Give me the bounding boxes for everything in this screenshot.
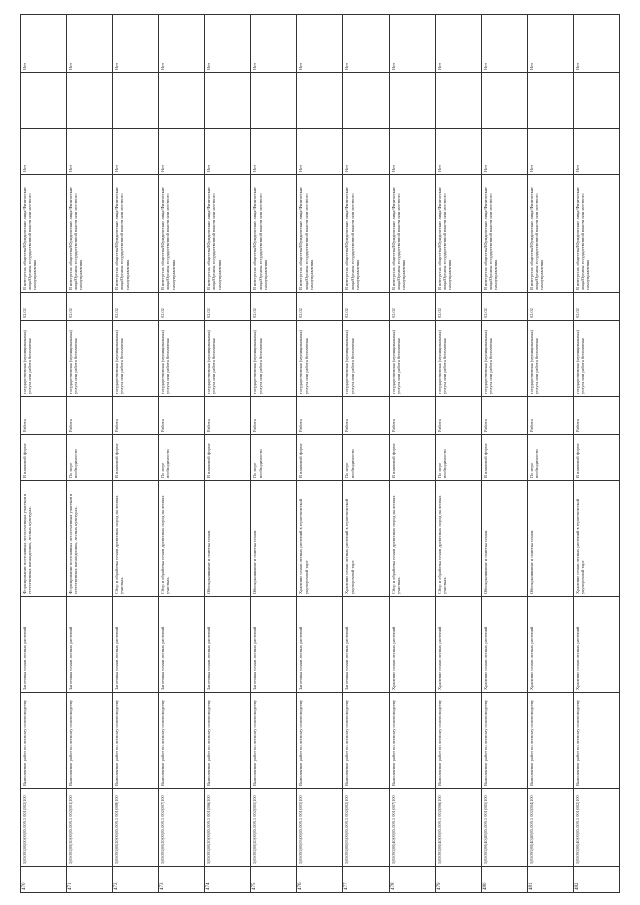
consumer-category-cell: В интересах общества/Юридические лица/Физические лица/Органы государственной власти или местного самоуправления — [527, 175, 573, 293]
license-required-cell: Нет — [159, 129, 205, 175]
work-type-cell: Работа — [113, 397, 159, 435]
delivery-form-cell: По мере необходимости — [343, 435, 389, 481]
flag-field-cell: Нет — [435, 15, 481, 73]
registry-code-cell: 5|05091|00|40|40|05.009.1 002|004|100 — [527, 789, 573, 867]
delivery-form-cell: По мере необходимости — [159, 435, 205, 481]
okved-ref-cell: 02.02 — [21, 293, 67, 321]
license-required-cell: Нет — [113, 129, 159, 175]
delivery-form-cell: В плановой форме — [113, 435, 159, 481]
appeal-field-cell — [21, 73, 67, 129]
okved-ref-cell: 02.02 — [297, 293, 343, 321]
work-category-cell: Заготовка семян лесных растений — [67, 597, 113, 693]
okved-ref-cell: 02.02 — [67, 293, 113, 321]
license-required-cell: Нет — [343, 129, 389, 175]
delivery-form-cell: В плановой форме — [389, 435, 435, 481]
appeal-field-cell — [113, 73, 159, 129]
payment-kind-cell: государственная (муниципальная) услуга или работа бесплатная — [205, 321, 251, 397]
service-name-cell: Выполнение работ по лесному семеноводству — [205, 693, 251, 789]
work-type-cell: Работа — [527, 397, 573, 435]
consumer-category-cell: В интересах общества/Юридические лица/Физические лица/Органы государственной власти или местного самоуправления — [481, 175, 527, 293]
work-content-cell: Обескрыливание и очистка семян. — [205, 481, 251, 597]
registry-code-cell: 5|05091|00|40|00|05.009.1 001|007|100 — [389, 789, 435, 867]
license-required-cell: Нет — [297, 129, 343, 175]
row-number-cell: 471 — [67, 867, 113, 893]
table-body — [21, 15, 620, 893]
work-content-cell: Обескрыливание и очистка семян. — [527, 481, 573, 597]
flag-field-cell: Нет — [21, 15, 67, 73]
okved-ref-cell: 02.02 — [481, 293, 527, 321]
license-required-cell: Нет — [573, 129, 619, 175]
registry-code-cell: 5|05091|00|20|00|05.009.1 002|007|100 — [159, 789, 205, 867]
work-category-cell: Заготовка семян лесных растений — [297, 597, 343, 693]
service-name-cell: Выполнение работ по лесному семеноводству — [251, 693, 297, 789]
work-category-cell: Заготовка семян лесных растений — [205, 597, 251, 693]
registry-code-cell: 5|05091|00|40|40|05.009.1 001|005|100 — [481, 789, 527, 867]
work-type-cell: Работа — [159, 397, 205, 435]
delivery-form-cell: По мере необходимости — [435, 435, 481, 481]
table-row — [251, 15, 297, 893]
appeal-field-cell — [297, 73, 343, 129]
row-number-cell: 476 — [297, 867, 343, 893]
service-name-cell: Выполнение работ по лесному семеноводству — [435, 693, 481, 789]
delivery-form-cell: По мере необходимости — [67, 435, 113, 481]
consumer-category-cell: В интересах общества/Юридические лица/Физические лица/Органы государственной власти или местного самоуправления — [205, 175, 251, 293]
work-content-cell: Хранение семян лесных растений в герметической укупорочной таре — [297, 481, 343, 597]
row-number-cell: 474 — [205, 867, 251, 893]
table-row — [527, 15, 573, 893]
work-type-cell: Работа — [205, 397, 251, 435]
okved-ref-cell: 02.02 — [205, 293, 251, 321]
table-row — [435, 15, 481, 893]
service-name-cell: Выполнение работ по лесному семеноводству — [67, 693, 113, 789]
license-required-cell: Нет — [435, 129, 481, 175]
payment-kind-cell: государственная (муниципальная) услуга или работа бесплатная — [435, 321, 481, 397]
license-required-cell: Нет — [21, 129, 67, 175]
work-type-cell: Работа — [67, 397, 113, 435]
okved-ref-cell: 02.02 — [159, 293, 205, 321]
service-name-cell: Выполнение работ по лесному семеноводству — [21, 693, 67, 789]
payment-kind-cell: государственная (муниципальная) услуга или работа бесплатная — [251, 321, 297, 397]
payment-kind-cell: государственная (муниципальная) услуга или работа бесплатная — [67, 321, 113, 397]
delivery-form-cell: По мере необходимости — [527, 435, 573, 481]
table-row — [573, 15, 619, 893]
registry-code-cell: 5|05091|00|20|00|05.009.1 002|005|100 — [251, 789, 297, 867]
row-number-cell: 473 — [159, 867, 205, 893]
flag-field-cell: Нет — [573, 15, 619, 73]
table-row — [113, 15, 159, 893]
work-content-cell: Сбор и обработка семян древесных пород на лесных участках. — [435, 481, 481, 597]
appeal-field-cell — [251, 73, 297, 129]
delivery-form-cell: В плановой форме — [21, 435, 67, 481]
work-type-cell: Работа — [21, 397, 67, 435]
payment-kind-cell: государственная (муниципальная) услуга или работа бесплатная — [159, 321, 205, 397]
registry-code-cell: 5|05091|00|30|00|05.009.1 002|001|100 — [67, 789, 113, 867]
consumer-category-cell: В интересах общества/Юридические лица/Физические лица/Органы государственной власти или местного самоуправления — [389, 175, 435, 293]
table-row — [297, 15, 343, 893]
work-category-cell: Заготовка семян лесных растений — [113, 597, 159, 693]
rotated-table-wrapper — [20, 15, 620, 893]
row-number-cell: 479 — [435, 867, 481, 893]
payment-kind-cell: государственная (муниципальная) услуга или работа бесплатная — [481, 321, 527, 397]
flag-field-cell: Нет — [67, 15, 113, 73]
flag-field-cell: Нет — [251, 15, 297, 73]
work-type-cell: Работа — [251, 397, 297, 435]
payment-kind-cell: государственная (муниципальная) услуга или работа бесплатная — [389, 321, 435, 397]
appeal-field-cell — [527, 73, 573, 129]
row-number-cell: 472 — [113, 867, 159, 893]
work-category-cell: Заготовка семян лесных растений — [343, 597, 389, 693]
service-name-cell: Выполнение работ по лесному семеноводству — [527, 693, 573, 789]
table-row — [159, 15, 205, 893]
registry-code-cell: 5|05091|00|40|00|05.009.1 001|002|100 — [573, 789, 619, 867]
flag-field-cell: Нет — [481, 15, 527, 73]
delivery-form-cell: В плановой форме — [205, 435, 251, 481]
okved-ref-cell: 02.02 — [343, 293, 389, 321]
appeal-field-cell — [389, 73, 435, 129]
delivery-form-cell: В плановой форме — [573, 435, 619, 481]
registry-code-cell: 5|05091|00|20|00|05.009.1 001|008|100 — [113, 789, 159, 867]
consumer-category-cell: В интересах общества/Юридические лица/Физические лица/Органы государственной власти или местного самоуправления — [113, 175, 159, 293]
table-row — [21, 15, 67, 893]
work-category-cell: Хранение семян лесных растений — [527, 597, 573, 693]
work-type-cell: Работа — [297, 397, 343, 435]
service-name-cell: Выполнение работ по лесному семеноводству — [343, 693, 389, 789]
registry-code-cell: 5|05091|00|00|00|05.009.1 001|002|100 — [21, 789, 67, 867]
table-row — [389, 15, 435, 893]
consumer-category-cell: В интересах общества/Юридические лица/Физические лица/Органы государственной власти или местного самоуправления — [297, 175, 343, 293]
work-type-cell: Работа — [481, 397, 527, 435]
service-name-cell: Выполнение работ по лесному семеноводству — [159, 693, 205, 789]
consumer-category-cell: В интересах общества/Юридические лица/Физические лица/Органы государственной власти или местного самоуправления — [435, 175, 481, 293]
work-content-cell: Формирование постоянных лесосеменных участков в естественных насаждениях, лесных культурах. — [21, 481, 67, 597]
flag-field-cell: Нет — [205, 15, 251, 73]
consumer-category-cell: В интересах общества/Юридические лица/Физические лица/Органы государственной власти или местного самоуправления — [159, 175, 205, 293]
registry-code-cell: 5|05091|00|05|00|05.009.1 002|002|100 — [343, 789, 389, 867]
row-number-cell: 480 — [481, 867, 527, 893]
payment-kind-cell: государственная (муниципальная) услуга или работа бесплатная — [297, 321, 343, 397]
appeal-field-cell — [481, 73, 527, 129]
work-category-cell: Заготовка семян лесных растений — [159, 597, 205, 693]
license-required-cell: Нет — [527, 129, 573, 175]
payment-kind-cell: государственная (муниципальная) услуга или работа бесплатная — [573, 321, 619, 397]
work-category-cell: Заготовка семян лесных растений — [251, 597, 297, 693]
work-content-cell: Хранение семян лесных растений в герметической укупорочной таре — [573, 481, 619, 597]
work-category-cell: Хранение семян лесных растений — [435, 597, 481, 693]
row-number-cell: 470 — [21, 867, 67, 893]
license-required-cell: Нет — [251, 129, 297, 175]
table-row — [205, 15, 251, 893]
flag-field-cell: Нет — [113, 15, 159, 73]
delivery-form-cell: В плановой форме — [297, 435, 343, 481]
flag-field-cell: Нет — [297, 15, 343, 73]
appeal-field-cell — [343, 73, 389, 129]
license-required-cell: Нет — [481, 129, 527, 175]
work-content-cell: Обескрыливание и очистка семян. — [481, 481, 527, 597]
service-name-cell: Выполнение работ по лесному семеноводству — [389, 693, 435, 789]
payment-kind-cell: государственная (муниципальная) услуга или работа бесплатная — [343, 321, 389, 397]
work-category-cell: Хранение семян лесных растений — [389, 597, 435, 693]
work-category-cell: Хранение семян лесных растений — [481, 597, 527, 693]
okved-ref-cell: 02.02 — [113, 293, 159, 321]
table-row — [481, 15, 527, 893]
flag-field-cell: Нет — [159, 15, 205, 73]
payment-kind-cell: государственная (муниципальная) услуга или работа бесплатная — [113, 321, 159, 397]
service-name-cell: Выполнение работ по лесному семеноводству — [297, 693, 343, 789]
work-content-cell: Формирование постоянных лесосеменных участков в естественных насаждениях, лесных культурах. — [67, 481, 113, 597]
okved-ref-cell: 02.02 — [251, 293, 297, 321]
okved-ref-cell: 02.02 — [573, 293, 619, 321]
consumer-category-cell: В интересах общества/Юридические лица/Физические лица/Органы государственной власти или местного самоуправления — [21, 175, 67, 293]
payment-kind-cell: государственная (муниципальная) услуга или работа бесплатная — [527, 321, 573, 397]
row-number-cell: 475 — [251, 867, 297, 893]
appeal-field-cell — [573, 73, 619, 129]
services-register-table — [20, 14, 620, 893]
work-type-cell: Работа — [389, 397, 435, 435]
table-row — [67, 15, 113, 893]
work-category-cell: Хранение семян лесных растений — [573, 597, 619, 693]
row-number-cell: 482 — [573, 867, 619, 893]
service-name-cell: Выполнение работ по лесному семеноводству — [573, 693, 619, 789]
work-content-cell: Сбор и обработка семян древесных пород на лесных участках. — [159, 481, 205, 597]
work-content-cell: Сбор и обработка семян древесных пород на лесных участках. — [113, 481, 159, 597]
work-type-cell: Работа — [573, 397, 619, 435]
delivery-form-cell: По мере необходимости — [251, 435, 297, 481]
row-number-cell: 478 — [389, 867, 435, 893]
consumer-category-cell: В интересах общества/Юридические лица/Физические лица/Органы государственной власти или местного самоуправления — [343, 175, 389, 293]
okved-ref-cell: 02.02 — [527, 293, 573, 321]
row-number-cell: 477 — [343, 867, 389, 893]
flag-field-cell: Нет — [527, 15, 573, 73]
registry-code-cell: 5|05091|00|40|00|05.009.1 002|006|100 — [435, 789, 481, 867]
service-name-cell: Выполнение работ по лесному семеноводству — [481, 693, 527, 789]
row-number-cell: 481 — [527, 867, 573, 893]
work-type-cell: Работа — [435, 397, 481, 435]
flag-field-cell: Нет — [389, 15, 435, 73]
work-type-cell: Работа — [343, 397, 389, 435]
consumer-category-cell: В интересах общества/Юридические лица/Физические лица/Органы государственной власти или местного самоуправления — [67, 175, 113, 293]
registry-code-cell: 5|05091|00|05|00|05.009.1 001|003|100 — [297, 789, 343, 867]
appeal-field-cell — [67, 73, 113, 129]
delivery-form-cell: В плановой форме — [481, 435, 527, 481]
registry-code-cell: 5|05091|00|20|00|05.009.1 001|006|100 — [205, 789, 251, 867]
work-category-cell: Заготовка семян лесных растений — [21, 597, 67, 693]
consumer-category-cell: В интересах общества/Юридические лица/Физические лица/Органы государственной власти или местного самоуправления — [573, 175, 619, 293]
work-content-cell: Обескрыливание и очистка семян. — [251, 481, 297, 597]
appeal-field-cell — [205, 73, 251, 129]
okved-ref-cell: 02.02 — [389, 293, 435, 321]
appeal-field-cell — [159, 73, 205, 129]
consumer-category-cell: В интересах общества/Юридические лица/Физические лица/Органы государственной власти или местного самоуправления — [251, 175, 297, 293]
license-required-cell: Нет — [389, 129, 435, 175]
table-row — [343, 15, 389, 893]
okved-ref-cell: 02.02 — [435, 293, 481, 321]
flag-field-cell: Нет — [343, 15, 389, 73]
payment-kind-cell: государственная (муниципальная) услуга или работа бесплатная — [21, 321, 67, 397]
work-content-cell: Сбор и обработка семян древесных пород на лесных участках. — [389, 481, 435, 597]
service-name-cell: Выполнение работ по лесному семеноводству — [113, 693, 159, 789]
work-content-cell: Хранение семян лесных растений в герметической укупорочной таре — [343, 481, 389, 597]
license-required-cell: Нет — [67, 129, 113, 175]
appeal-field-cell — [435, 73, 481, 129]
license-required-cell: Нет — [205, 129, 251, 175]
